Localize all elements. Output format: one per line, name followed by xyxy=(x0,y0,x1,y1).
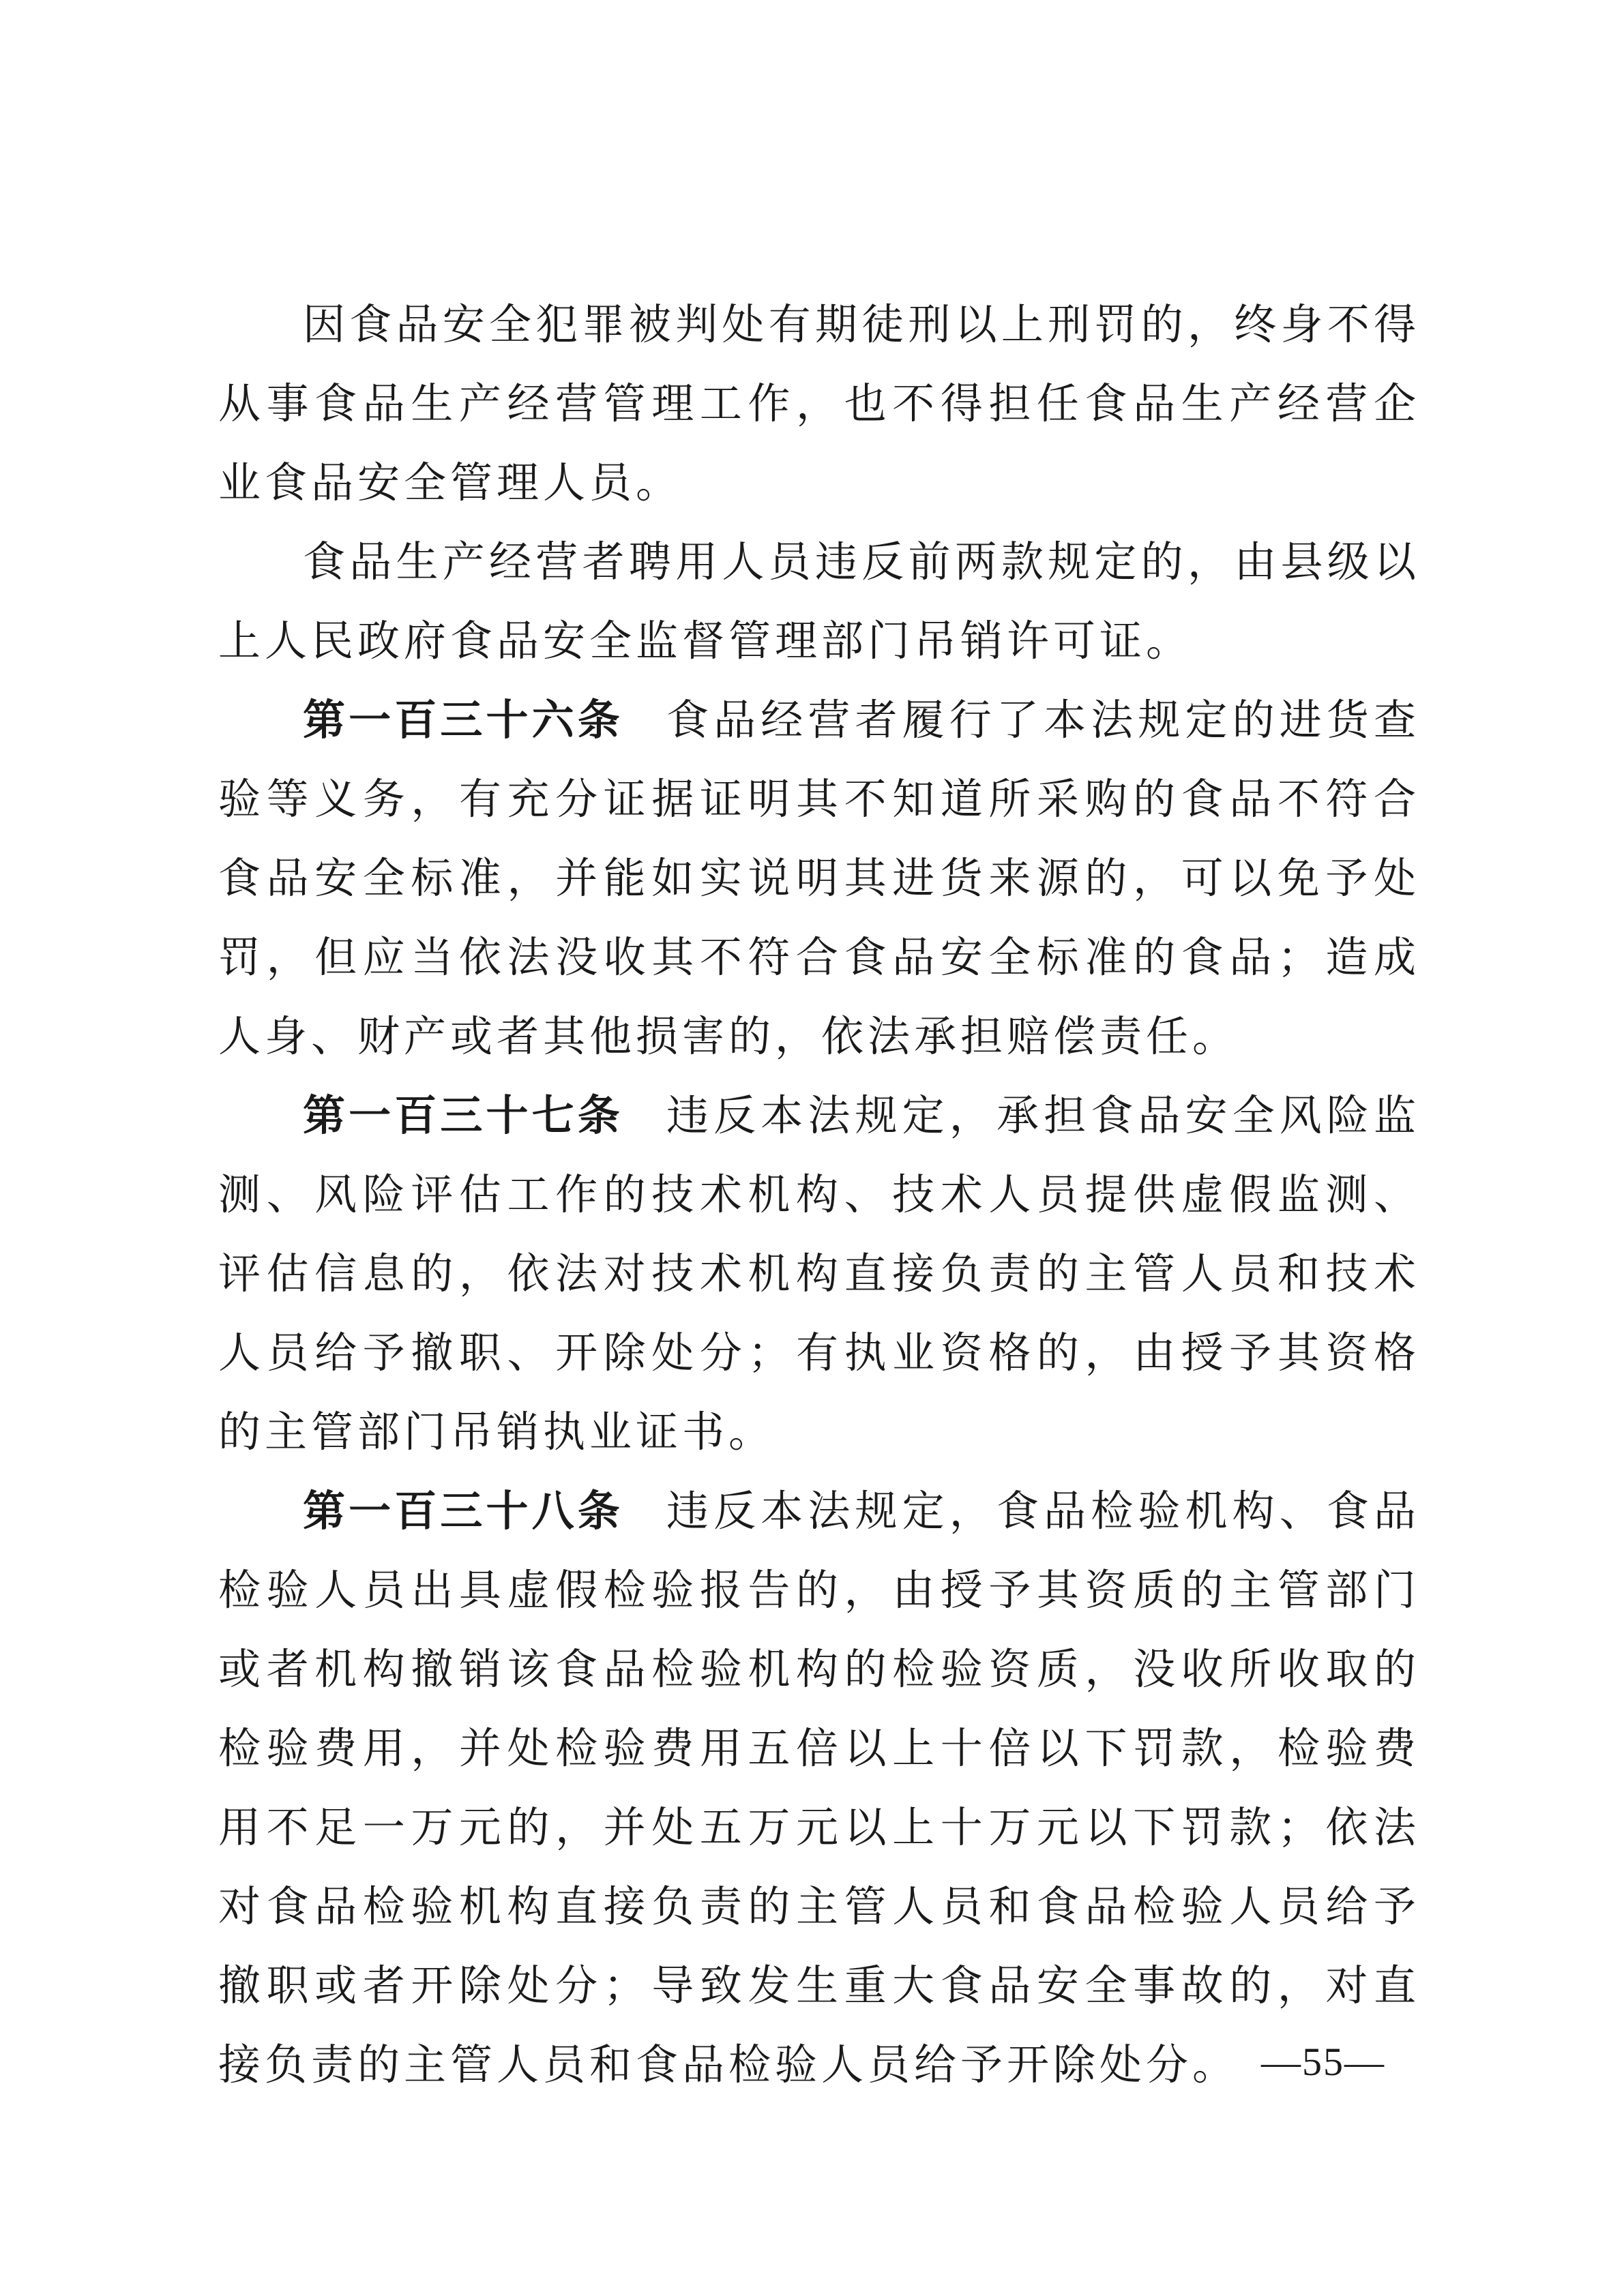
article-138-text: 违反本法规定，食品检验机构、食品检验人员出具虚假检验报告的，由授予其资质的主管部门或者机构撤销该食品检验机构的检验资质，没收所收取的检验费用，并处检验费用五倍以上十倍以下罚款，检验费用不足一万元的，并处五万元以上十万元以下罚款；依法对食品检验机构直接负责的主管人员和食品检验人员给予撤职或者开除处分；导致发生重大食品安全事故的，对直接负责的主管人员和食品检验人员给予开除处分。 xyxy=(218,1486,1420,2089)
body-text xyxy=(218,285,1420,2104)
page-number: —55— xyxy=(1261,2040,1385,2084)
article-136 xyxy=(218,681,1420,1076)
article-136-text: 食品经营者履行了本法规定的进货查验等义务，有充分证据证明其不知道所采购的食品不符合食品安全标准，并能如实说明其进货来源的，可以免予处罚，但应当依法没收其不符合食品安全标准的食品；造成人身、财产或者其他损害的，依法承担赔偿责任。 xyxy=(218,695,1420,1061)
article-138-heading: 第一百三十八条 xyxy=(303,1486,623,1536)
article-137-text: 违反本法规定，承担食品安全风险监测、风险评估工作的技术机构、技术人员提供虚假监测、评估信息的，依法对技术机构直接负责的主管人员和技术人员给予撤职、开除处分；有执业资格的，由授予其资格的主管部门吊销执业证书。 xyxy=(218,1090,1420,1457)
paragraph-2 xyxy=(218,522,1420,681)
paragraph-1 xyxy=(218,285,1420,522)
article-137 xyxy=(218,1076,1420,1472)
article-138 xyxy=(218,1472,1420,2104)
article-137-heading: 第一百三十七条 xyxy=(303,1090,623,1140)
article-136-heading: 第一百三十六条 xyxy=(303,695,623,745)
paragraph-1-text: 因食品安全犯罪被判处有期徒刑以上刑罚的，终身不得从事食品生产经营管理工作，也不得担任食品生产经营企业食品安全管理人员。 xyxy=(218,299,1420,507)
paragraph-2-text: 食品生产经营者聘用人员违反前两款规定的，由县级以上人民政府食品安全监督管理部门吊销许可证。 xyxy=(218,537,1420,666)
